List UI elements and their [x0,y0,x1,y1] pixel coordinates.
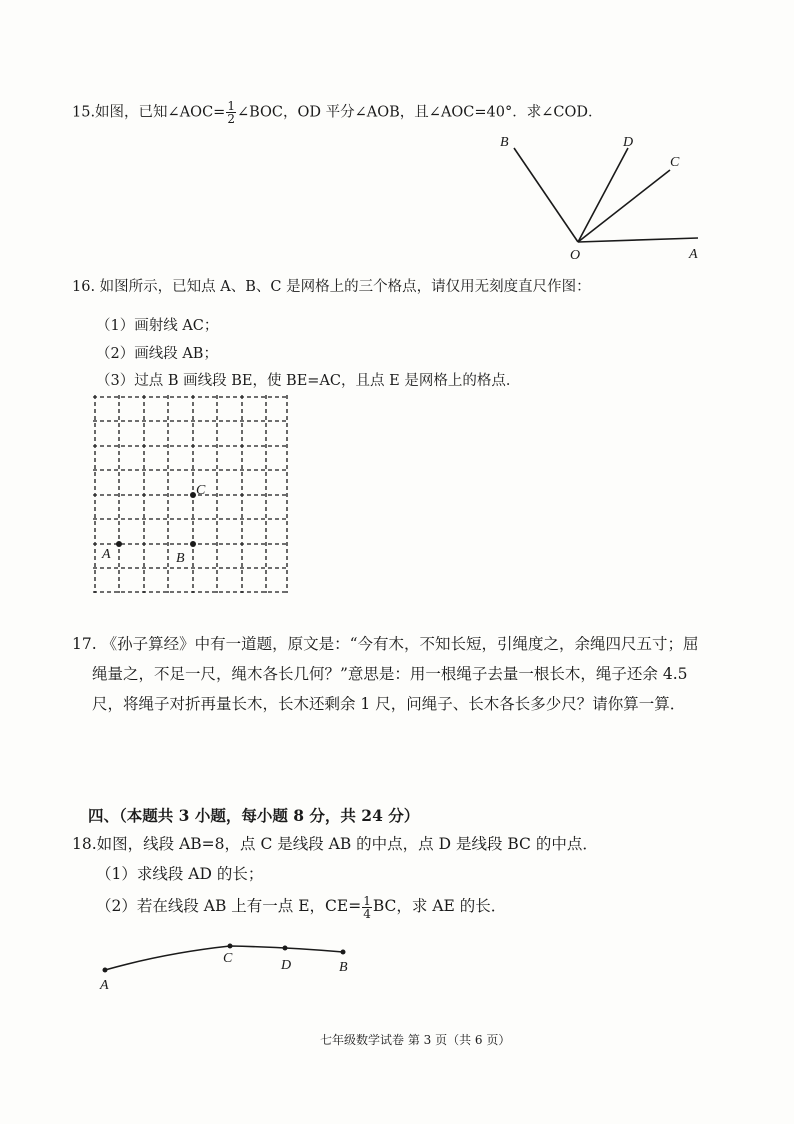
seg-point-B [341,950,346,955]
ray-OD [578,148,628,242]
q16-grid-figure [90,392,295,597]
seg-label-A: A [100,978,109,993]
grid-label-B: B [176,551,185,566]
q18-stem: 18.如图，线段 AB=8，点 C 是线段 AB 的中点，点 D 是线段 BC 的中点． [72,835,598,853]
point-A [116,541,122,547]
q18-item-2-suffix: BC，求 AE 的长． [372,897,507,915]
q18-item-1: （1）求线段 AD 的长； [96,865,264,883]
q16-stem: 16. 如图所示，已知点 A、B、C 是网格上的三个格点，请仅用无刻度直尺作图： [72,279,591,295]
seg-point-A [103,968,108,973]
q15-text-suffix: ∠BOC，OD 平分∠AOB，且∠AOC=40°．求∠COD． [236,104,603,121]
q15-stem [72,100,603,125]
grid-label-C: C [196,483,206,498]
q15-text-prefix: 15.如图，已知∠AOC= [72,104,226,121]
grid-label-A: A [102,547,111,562]
seg-label-D: D [281,958,292,973]
q18-item-2-prefix: （2）若在线段 AB 上有一点 E，CE= [96,897,362,915]
label-C: C [670,155,680,170]
page-footer: 七年级数学试卷 第 3 页（共 6 页） [320,1033,511,1047]
q18-fraction: $\frac{1}{4}$ [363,893,371,921]
label-O: O [570,248,581,263]
q17-line-3: 尺，将绳子对折再量长木，长木还剩余 1 尺，问绳子、长木各长多少尺？请你算一算． [92,695,686,713]
q18-segment-figure [95,935,365,995]
q17-line-1: 17. 《孙子算经》中有一道题，原文是：“今有木，不知长短，引绳度之，余绳四尺五寸；屈 [72,635,699,653]
ray-OC [578,170,670,242]
q15-angle-figure [490,128,720,263]
seg-point-C [228,944,233,949]
seg-point-D [283,946,288,951]
q16-item-1: （1）画射线 AC； [96,318,219,334]
label-A: A [689,247,698,262]
q16-item-2: （2）画线段 AB； [96,346,218,362]
q18-item-2 [96,894,506,920]
label-D: D [623,135,634,150]
ray-OB [514,148,578,242]
seg-label-C: C [223,951,233,966]
q17-line-2: 绳量之，不足一尺，绳木各长几何？”意思是：用一根绳子去量一根长木，绳子还余 4.5 [92,665,688,683]
ray-OA [578,238,698,242]
point-B [190,541,196,547]
q15-fraction: $\frac{1}{2}$ [227,99,235,126]
q16-item-3: （3）过点 B 画线段 BE，使 BE=AC，且点 E 是网格上的格点． [96,373,521,389]
section-4-heading: 四、（本题共 3 小题，每小题 8 分，共 24 分） [88,806,420,825]
seg-label-B: B [339,960,348,975]
label-B: B [500,135,509,150]
